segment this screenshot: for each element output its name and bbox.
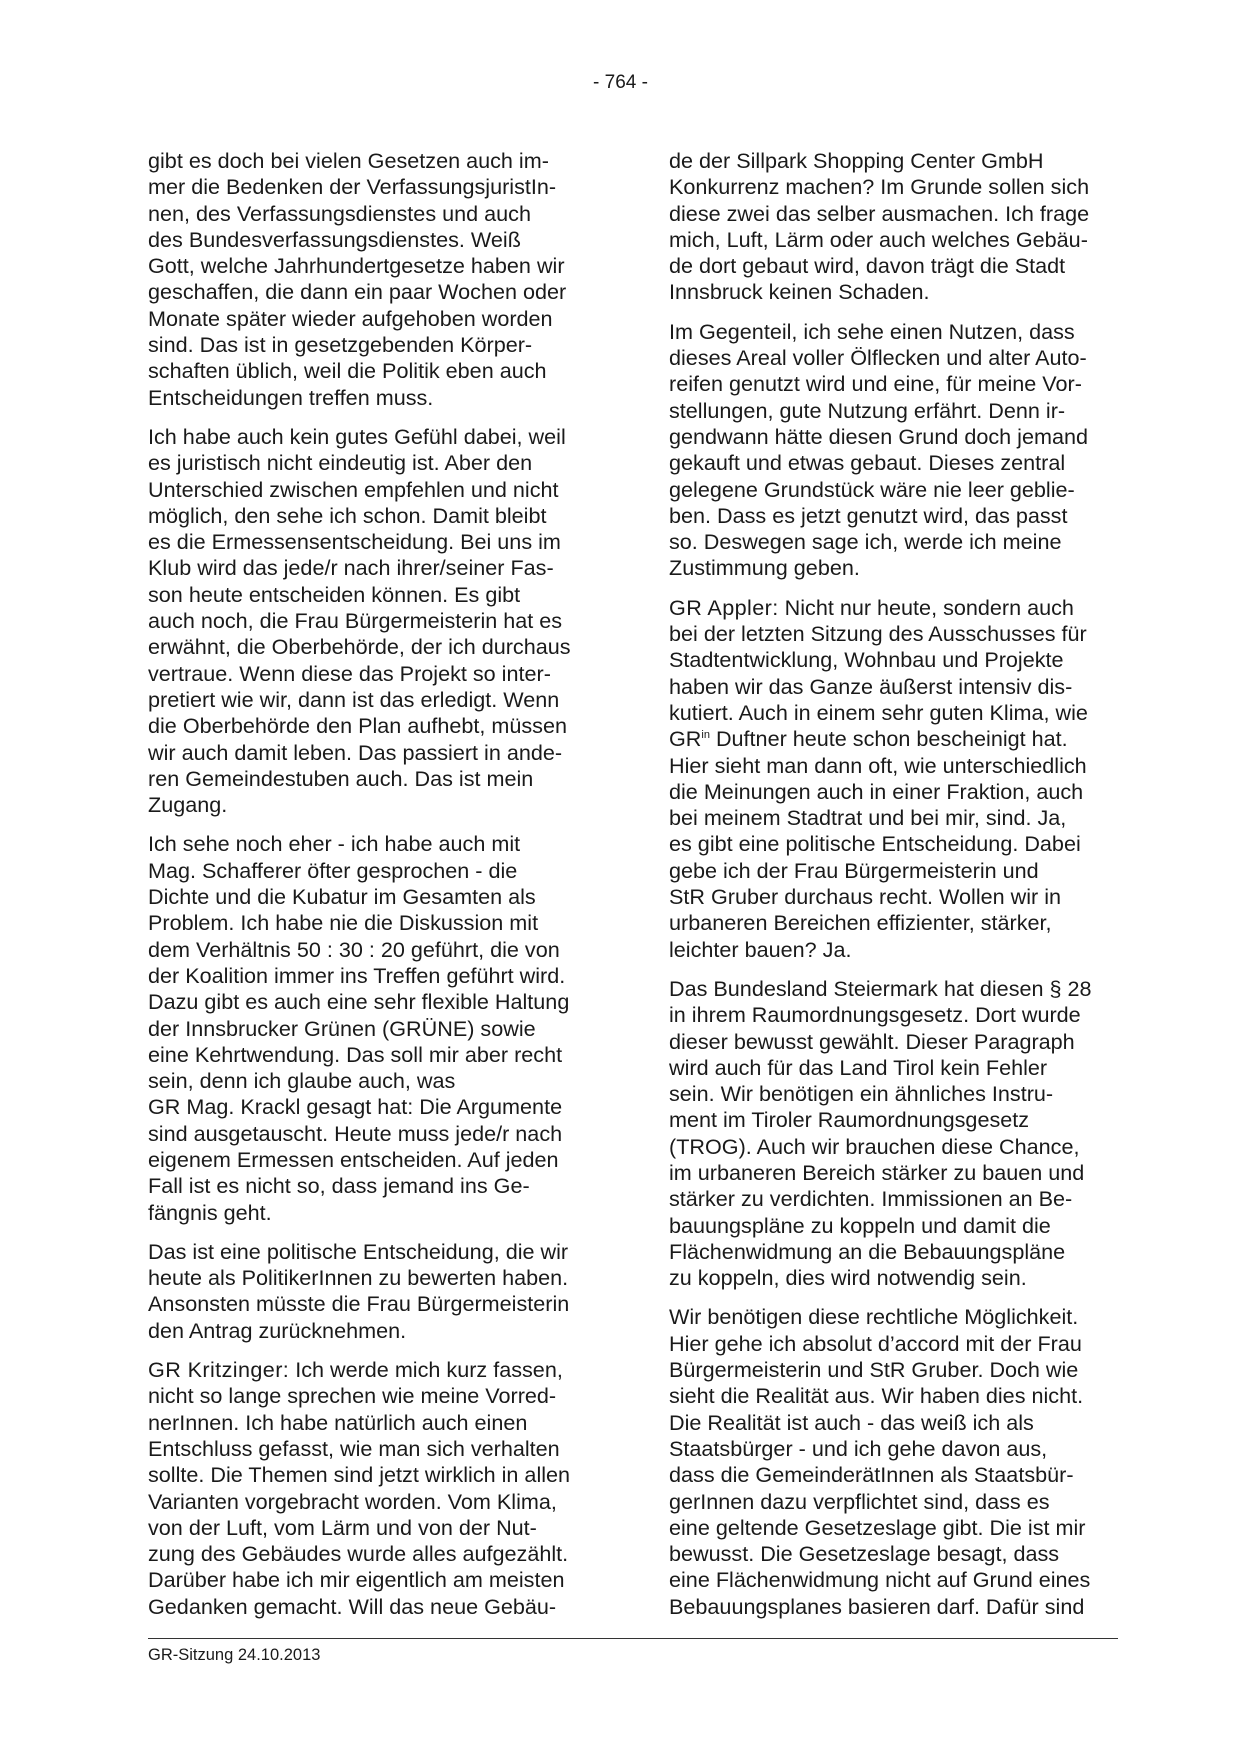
paragraph-appler bbox=[669, 595, 1116, 963]
text-line: Das Bundesland Steiermark hat diesen § 28 bbox=[669, 975, 1092, 1001]
text-line: Ansonsten müsste die Frau Bürgermeisterin bbox=[148, 1291, 570, 1317]
line-text: Duftner heute schon bescheinigt hat. bbox=[709, 726, 1068, 752]
text-line: in ihrem Raumordnungsgesetz. Dort wurde bbox=[669, 1002, 1081, 1028]
text-line: dem Verhältnis 50 : 30 : 20 geführt, die von bbox=[148, 936, 560, 962]
text-line bbox=[669, 595, 1116, 621]
text-line: stellungen, gute Nutzung erfährt. Denn ir- bbox=[669, 397, 1066, 423]
text-line bbox=[669, 726, 1116, 752]
page-number: - 764 - bbox=[593, 72, 648, 93]
text-line: zung des Gebäudes wurde alles aufgezählt. bbox=[148, 1541, 569, 1567]
paragraph bbox=[148, 148, 595, 411]
speaker-name: GR Kritzinger: bbox=[148, 1357, 290, 1383]
text-line: Bebauungsplanes basieren darf. Dafür sind bbox=[669, 1593, 1085, 1619]
text-line: sieht die Realität aus. Wir haben dies nicht. bbox=[669, 1383, 1084, 1409]
text-line: Im Gegenteil, ich sehe einen Nutzen, dass bbox=[669, 318, 1075, 344]
text-line: den Antrag zurücknehmen. bbox=[148, 1317, 407, 1343]
text-line: Entschluss gefasst, wie man sich verhalten bbox=[148, 1435, 560, 1461]
text-line: sind ausgetauscht. Heute muss jede/r nach bbox=[148, 1120, 563, 1146]
text-line: gebe ich der Frau Bürgermeisterin und bbox=[669, 857, 1039, 883]
text-line: mich, Luft, Lärm oder auch welches Gebäu- bbox=[669, 226, 1088, 252]
text-line: Die Realität ist auch - das weiß ich als bbox=[669, 1409, 1034, 1435]
line-text: Nicht nur heute, sondern auch bbox=[778, 594, 1074, 620]
right-paragraphs-bottom bbox=[669, 976, 1116, 1620]
text-line: Entscheidungen treffen muss. bbox=[148, 384, 434, 410]
paragraph bbox=[669, 1304, 1116, 1620]
text-line: sein, denn ich glaube auch, was bbox=[148, 1068, 456, 1094]
text-line: dass die GemeinderätInnen als Staatsbür- bbox=[669, 1462, 1074, 1488]
right-paragraphs-top bbox=[669, 148, 1116, 582]
text-line: leichter bauen? Ja. bbox=[669, 936, 852, 962]
gr-superscript: in bbox=[701, 729, 710, 742]
text-line: bauungspläne zu koppeln und damit die bbox=[669, 1212, 1051, 1238]
text-line: bei meinem Stadtrat und bei mir, sind. Ja, bbox=[669, 805, 1067, 831]
text-line: wird auch für das Land Tirol kein Fehler bbox=[669, 1054, 1048, 1080]
text-line: Gott, welche Jahrhundertgesetze haben wir bbox=[148, 253, 565, 279]
text-line: Zustimmung geben. bbox=[669, 555, 860, 581]
text-line: zu koppeln, dies wird notwendig sein. bbox=[669, 1265, 1027, 1291]
text-line: fängnis geht. bbox=[148, 1199, 272, 1225]
text-line: eine Flächenwidmung nicht auf Grund eines bbox=[669, 1567, 1091, 1593]
text-line: Zugang. bbox=[148, 792, 228, 818]
text-line: Flächenwidmung an die Bebauungspläne bbox=[669, 1238, 1066, 1264]
paragraph bbox=[148, 1239, 595, 1344]
text-line: sollte. Die Themen sind jetzt wirklich in allen bbox=[148, 1462, 571, 1488]
text-line: der Koalition immer ins Treffen geführt wird. bbox=[148, 962, 566, 988]
text-line: Bürgermeisterin und StR Gruber. Doch wie bbox=[669, 1357, 1079, 1383]
text-line: auch noch, die Frau Bürgermeisterin hat es bbox=[148, 608, 563, 634]
text-line: StR Gruber durchaus recht. Wollen wir in bbox=[669, 884, 1062, 910]
text-line: Hier gehe ich absolut d’accord mit der Frau bbox=[669, 1330, 1082, 1356]
text-line: Problem. Ich habe nie die Diskussion mit bbox=[148, 910, 539, 936]
text-line: bei der letzten Sitzung des Ausschusses für bbox=[669, 621, 1087, 647]
text-line: (TROG). Auch wir brauchen diese Chance, bbox=[669, 1133, 1080, 1159]
text-line: es die Ermessensentscheidung. Bei uns im bbox=[148, 529, 561, 555]
text-line: gelegene Grundstück wäre nie leer geblie- bbox=[669, 476, 1075, 502]
text-line: es gibt eine politische Entscheidung. Dabei bbox=[669, 831, 1081, 857]
text-line: erwähnt, die Oberbehörde, der ich durchaus bbox=[148, 634, 571, 660]
text-line: Gedanken gemacht. Will das neue Gebäu- bbox=[148, 1593, 557, 1619]
text-line: reifen genutzt wird und eine, für meine Vor- bbox=[669, 371, 1082, 397]
text-line: de der Sillpark Shopping Center GmbH bbox=[669, 148, 1044, 173]
line-text: Ich werde mich kurz fassen, bbox=[289, 1357, 563, 1383]
left-column bbox=[148, 148, 595, 1633]
text-line: Monate später wieder aufgehoben worden bbox=[148, 305, 553, 331]
text-line: bewusst. Die Gesetzeslage besagt, dass bbox=[669, 1541, 1060, 1567]
paragraph bbox=[669, 148, 1116, 306]
text-line: dieses Areal voller Ölflecken und alter Auto- bbox=[669, 345, 1087, 371]
text-line: Varianten vorgebracht worden. Vom Klima, bbox=[148, 1488, 557, 1514]
text-line: so. Deswegen sage ich, werde ich meine bbox=[669, 529, 1062, 555]
text-line: ben. Dass es jetzt genutzt wird, das passt bbox=[669, 502, 1068, 528]
right-column bbox=[669, 148, 1116, 1633]
text-line: son heute entscheiden können. Es gibt bbox=[148, 581, 521, 607]
text-line: Stadtentwicklung, Wohnbau und Projekte bbox=[669, 647, 1064, 673]
text-line: des Bundesverfassungsdienstes. Weiß bbox=[148, 226, 521, 252]
kritzinger-lines bbox=[148, 1383, 595, 1620]
text-line: Fall ist es nicht so, dass jemand ins Ge- bbox=[148, 1173, 530, 1199]
text-line: GR Mag. Krackl gesagt hat: Die Argumente bbox=[148, 1094, 563, 1120]
text-line: geschaffen, die dann ein paar Wochen oder bbox=[148, 279, 567, 305]
text-line: Das ist eine politische Entscheidung, die wir bbox=[148, 1238, 569, 1264]
text-line: nicht so lange sprechen wie meine Vorred- bbox=[148, 1383, 557, 1409]
text-line: Konkurrenz machen? Im Grunde sollen sich bbox=[669, 174, 1090, 200]
text-line: schaften üblich, weil die Politik eben auch bbox=[148, 358, 547, 384]
text-line: ment im Tiroler Raumordnungsgesetz bbox=[669, 1107, 1030, 1133]
text-line: vertraue. Wenn diese das Projekt so inter- bbox=[148, 660, 551, 686]
text-line: Klub wird das jede/r nach ihrer/seiner Fas- bbox=[148, 555, 554, 581]
paragraph bbox=[669, 319, 1116, 582]
text-line: diese zwei das selber ausmachen. Ich frage bbox=[669, 200, 1090, 226]
text-line: heute als PolitikerInnen zu bewerten haben. bbox=[148, 1265, 569, 1291]
speaker-name: GR Appler: bbox=[669, 594, 779, 620]
text-line: stärker zu verdichten. Immissionen an Be- bbox=[669, 1186, 1073, 1212]
text-line: nerInnen. Ich habe natürlich auch einen bbox=[148, 1409, 528, 1435]
text-line: gendwann hätte diesen Grund doch jemand bbox=[669, 423, 1088, 449]
gr-prefix: GR bbox=[669, 726, 702, 752]
text-line: pretiert wie wir, dann ist das erledigt. Wenn bbox=[148, 686, 560, 712]
text-line: urbaneren Bereichen effizienter, stärker, bbox=[669, 910, 1052, 936]
text-line: gekauft und etwas gebaut. Dieses zentral bbox=[669, 450, 1066, 476]
text-line: eine Kehrtwendung. Das soll mir aber recht bbox=[148, 1041, 563, 1067]
text-line: die Oberbehörde den Plan aufhebt, müssen bbox=[148, 713, 567, 739]
text-line: sind. Das ist in gesetzgebenden Körper- bbox=[148, 332, 533, 358]
text-line: Dichte und die Kubatur im Gesamten als bbox=[148, 884, 536, 910]
text-line: gerInnen dazu verpflichtet sind, dass es bbox=[669, 1488, 1050, 1514]
text-line: Ich sehe noch eher - ich habe auch mit bbox=[148, 831, 521, 857]
text-line: kutiert. Auch in einem sehr guten Klima, wie bbox=[669, 699, 1088, 725]
paragraph bbox=[148, 424, 595, 818]
text-line: sein. Wir benötigen ein ähnliches Instru- bbox=[669, 1081, 1054, 1107]
footer-session-date: GR-Sitzung 24.10.2013 bbox=[148, 1646, 321, 1664]
text-line: Mag. Schafferer öfter gesprochen - die bbox=[148, 857, 518, 883]
text-line: die Meinungen auch in einer Fraktion, auch bbox=[669, 778, 1084, 804]
paragraph-kritzinger bbox=[148, 1357, 595, 1620]
text-line: Wir benötigen diese rechtliche Möglichkeit. bbox=[669, 1304, 1079, 1330]
paragraph bbox=[669, 976, 1116, 1292]
text-line bbox=[148, 1357, 595, 1383]
text-line: von der Luft, vom Lärm und von der Nut- bbox=[148, 1514, 537, 1540]
appler-lines-after bbox=[669, 753, 1116, 963]
text-line: gibt es doch bei vielen Gesetzen auch im- bbox=[148, 148, 549, 173]
text-line: Innsbruck keinen Schaden. bbox=[669, 279, 930, 305]
text-line: de dort gebaut wird, davon trägt die Stadt bbox=[669, 253, 1066, 279]
paragraph bbox=[148, 831, 595, 1225]
text-line: im urbaneren Bereich stärker zu bauen und bbox=[669, 1159, 1085, 1185]
footer-divider bbox=[148, 1638, 1118, 1639]
text-line: haben wir das Ganze äußerst intensiv dis- bbox=[669, 673, 1073, 699]
text-line: es juristisch nicht eindeutig ist. Aber den bbox=[148, 450, 533, 476]
text-line: Unterschied zwischen empfehlen und nicht bbox=[148, 476, 559, 502]
text-line: Ich habe auch kein gutes Gefühl dabei, weil bbox=[148, 423, 566, 449]
text-line: der Innsbrucker Grünen (GRÜNE) sowie bbox=[148, 1015, 536, 1041]
text-line: möglich, den sehe ich schon. Damit bleibt bbox=[148, 502, 547, 528]
text-line: Darüber habe ich mir eigentlich am meisten bbox=[148, 1567, 565, 1593]
text-line: eigenem Ermessen entscheiden. Auf jeden bbox=[148, 1146, 559, 1172]
text-line: dieser bewusst gewählt. Dieser Paragraph bbox=[669, 1028, 1075, 1054]
appler-lines-before bbox=[669, 621, 1116, 726]
text-line: eine geltende Gesetzeslage gibt. Die ist mir bbox=[669, 1514, 1086, 1540]
text-line: wir auch damit leben. Das passiert in ande- bbox=[148, 739, 563, 765]
text-line: ren Gemeindestuben auch. Das ist mein bbox=[148, 765, 534, 791]
text-line: Staatsbürger - und ich gehe davon aus, bbox=[669, 1435, 1048, 1461]
text-line: Dazu gibt es auch eine sehr flexible Haltung bbox=[148, 989, 570, 1015]
left-paragraphs bbox=[148, 148, 595, 1344]
text-line: Hier sieht man dann oft, wie unterschiedlich bbox=[669, 752, 1087, 778]
text-line: mer die Bedenken der VerfassungsjuristIn- bbox=[148, 174, 557, 200]
text-line: nen, des Verfassungsdienstes und auch bbox=[148, 200, 531, 226]
